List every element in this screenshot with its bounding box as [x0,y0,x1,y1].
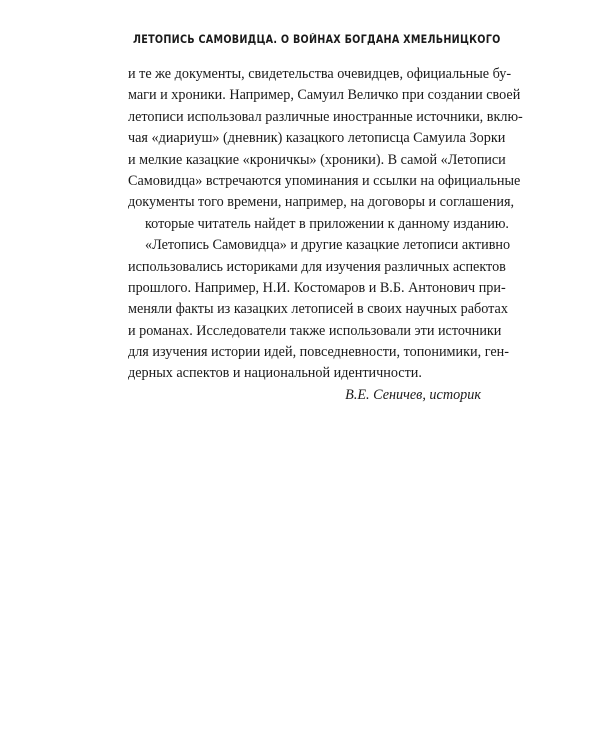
running-head: ЛЕТОПИСЬ САМОВИДЦА. О ВОЙНАХ БОГДАНА ХМЕЛЬНИЦКОГО [133,33,501,46]
text-line: и те же документы, свидетельства очевидцев, официальные бу- [128,66,512,82]
text-line: и романах. Исследователи также использовали эти источники [128,322,502,339]
paragraph-2 [128,235,511,385]
text-line: документы того времени, например, на договоры и соглашения, [128,194,515,211]
text-line: летописи использовал различные иностранные источники, вклю- [128,108,523,125]
text-line: дерных аспектов и национальной идентичности. [128,365,422,382]
text-line: «Летопись Самовидца» и другие казацкие летописи активно [145,237,511,254]
text-line: Самовидца» встречаются упоминания и ссылки на официальные [128,172,521,189]
text-line: маги и хроники. Например, Самуил Величко при создании своей [128,87,521,104]
text-line: прошлого. Например, Н.И. Костомаров и В.Б. Антонович при- [128,279,506,296]
text-line: использовались историками для изучения различных аспектов [128,258,506,275]
text-line: и мелкие казацкие «кроничкы» (хроники). В самой «Летописи [128,151,506,168]
text-line: которые читатель найдет в приложении к данному изданию. [145,215,509,232]
body-text [128,64,523,406]
text-line: чая «диариуш» (дневник) казацкого летописца Самуила Зорки [128,130,506,147]
author-signature: В.Е. Сеничев, историк [345,386,481,403]
text-line: меняли факты из казацких летописей в своих научных работах [128,301,508,318]
text-line: для изучения истории идей, повседневности, топонимики, ген- [128,344,509,361]
paragraph-1 [128,64,523,235]
